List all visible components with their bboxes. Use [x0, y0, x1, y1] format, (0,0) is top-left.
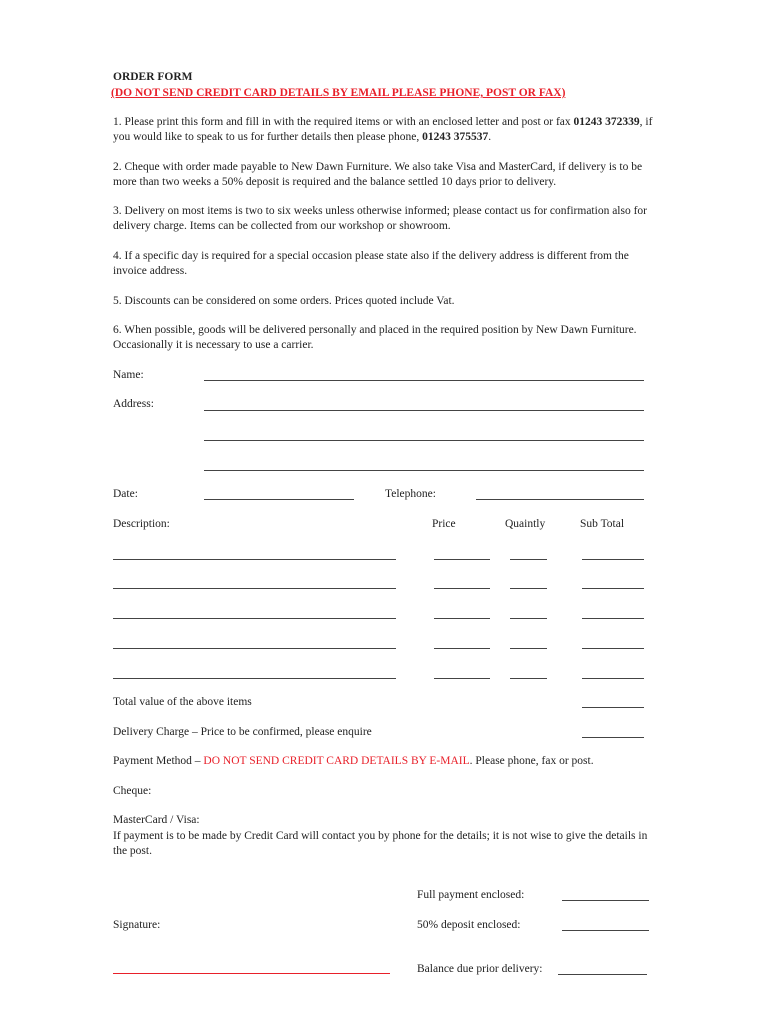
- subtotal-header: Sub Total: [580, 518, 625, 530]
- signature-label: Signature:: [113, 919, 161, 931]
- item-price-field[interactable]: [434, 618, 490, 619]
- fax-number: 01243 372339: [573, 116, 640, 128]
- name-field[interactable]: [204, 380, 644, 381]
- total-label: Total value of the above items: [113, 696, 252, 708]
- date-label: Date:: [113, 488, 138, 500]
- telephone-label: Telephone:: [385, 488, 436, 500]
- item-price-field[interactable]: [434, 559, 490, 560]
- payment-warning: DO NOT SEND CREDIT CARD DETAILS BY E-MAIL: [203, 755, 470, 767]
- item-description-field[interactable]: [113, 618, 396, 619]
- cheque-label: Cheque:: [113, 785, 152, 797]
- quantity-header: Quaintly: [505, 518, 546, 530]
- email-warning: (DO NOT SEND CREDIT CARD DETAILS BY EMAIL PLEASE PHONE, POST OR FAX): [111, 87, 566, 99]
- payment-method: Payment Method – DO NOT SEND CREDIT CARD DETAILS BY E-MAIL. Please phone, fax or post.: [113, 755, 594, 767]
- item-description-field[interactable]: [113, 678, 396, 679]
- term-6: 6. When possible, goods will be delivered personally and placed in the required position by New Dawn Furniture. Occasionally it is necessary to use a carrier.: [113, 324, 637, 351]
- address-label: Address:: [113, 398, 154, 410]
- delivery-charge-label: Delivery Charge – Price to be confirmed, please enquire: [113, 726, 372, 738]
- term-4: 4. If a specific day is required for a special occasion please state also if the delivery address is different from the invoice address.: [113, 250, 629, 277]
- description-header: Description:: [113, 518, 170, 530]
- balance-field[interactable]: [558, 974, 647, 975]
- full-payment-field[interactable]: [562, 900, 649, 901]
- form-title: ORDER FORM: [113, 71, 193, 83]
- name-label: Name:: [113, 369, 144, 381]
- term-3: 3. Delivery on most items is two to six weeks unless otherwise informed; please contact us for confirmation also for delivery charge. Items can be collected from our workshop or showroom.: [113, 205, 647, 232]
- address-field-line-1[interactable]: [204, 410, 644, 411]
- item-quantity-field[interactable]: [510, 618, 547, 619]
- address-field-line-2[interactable]: [204, 440, 644, 441]
- balance-label: Balance due prior delivery:: [417, 963, 543, 975]
- price-header: Price: [432, 518, 456, 530]
- item-subtotal-field[interactable]: [582, 618, 644, 619]
- term-1: 1. Please print this form and fill in with the required items or with an enclosed letter and post or fax 01243 372339, if you would like to speak to us for further details then please phone, 01243 375537.: [113, 116, 653, 143]
- item-quantity-field[interactable]: [510, 678, 547, 679]
- item-quantity-field[interactable]: [510, 648, 547, 649]
- full-payment-label: Full payment enclosed:: [417, 889, 525, 901]
- delivery-charge-field[interactable]: [582, 737, 644, 738]
- term-5: 5. Discounts can be considered on some orders. Prices quoted include Vat.: [113, 295, 455, 307]
- item-price-field[interactable]: [434, 678, 490, 679]
- phone-number: 01243 375537: [422, 131, 489, 143]
- item-price-field[interactable]: [434, 588, 490, 589]
- item-description-field[interactable]: [113, 559, 396, 560]
- signature-field[interactable]: [113, 973, 390, 974]
- item-subtotal-field[interactable]: [582, 559, 644, 560]
- deposit-label: 50% deposit enclosed:: [417, 919, 521, 931]
- card-note: If payment is to be made by Credit Card will contact you by phone for the details; it is not wise to give the details in the post.: [113, 830, 648, 857]
- item-subtotal-field[interactable]: [582, 648, 644, 649]
- card-label: MasterCard / Visa:: [113, 814, 200, 826]
- deposit-field[interactable]: [562, 930, 649, 931]
- item-quantity-field[interactable]: [510, 588, 547, 589]
- item-quantity-field[interactable]: [510, 559, 547, 560]
- item-description-field[interactable]: [113, 648, 396, 649]
- item-description-field[interactable]: [113, 588, 396, 589]
- item-subtotal-field[interactable]: [582, 678, 644, 679]
- address-field-line-3[interactable]: [204, 470, 644, 471]
- item-subtotal-field[interactable]: [582, 588, 644, 589]
- telephone-field[interactable]: [476, 499, 644, 500]
- total-field[interactable]: [582, 707, 644, 708]
- term-2: 2. Cheque with order made payable to New Dawn Furniture. We also take Visa and MasterCard, if delivery is to be more than two weeks a 50% deposit is required and the balance settled 10 days prior to delivery.: [113, 161, 643, 188]
- item-price-field[interactable]: [434, 648, 490, 649]
- date-field[interactable]: [204, 499, 354, 500]
